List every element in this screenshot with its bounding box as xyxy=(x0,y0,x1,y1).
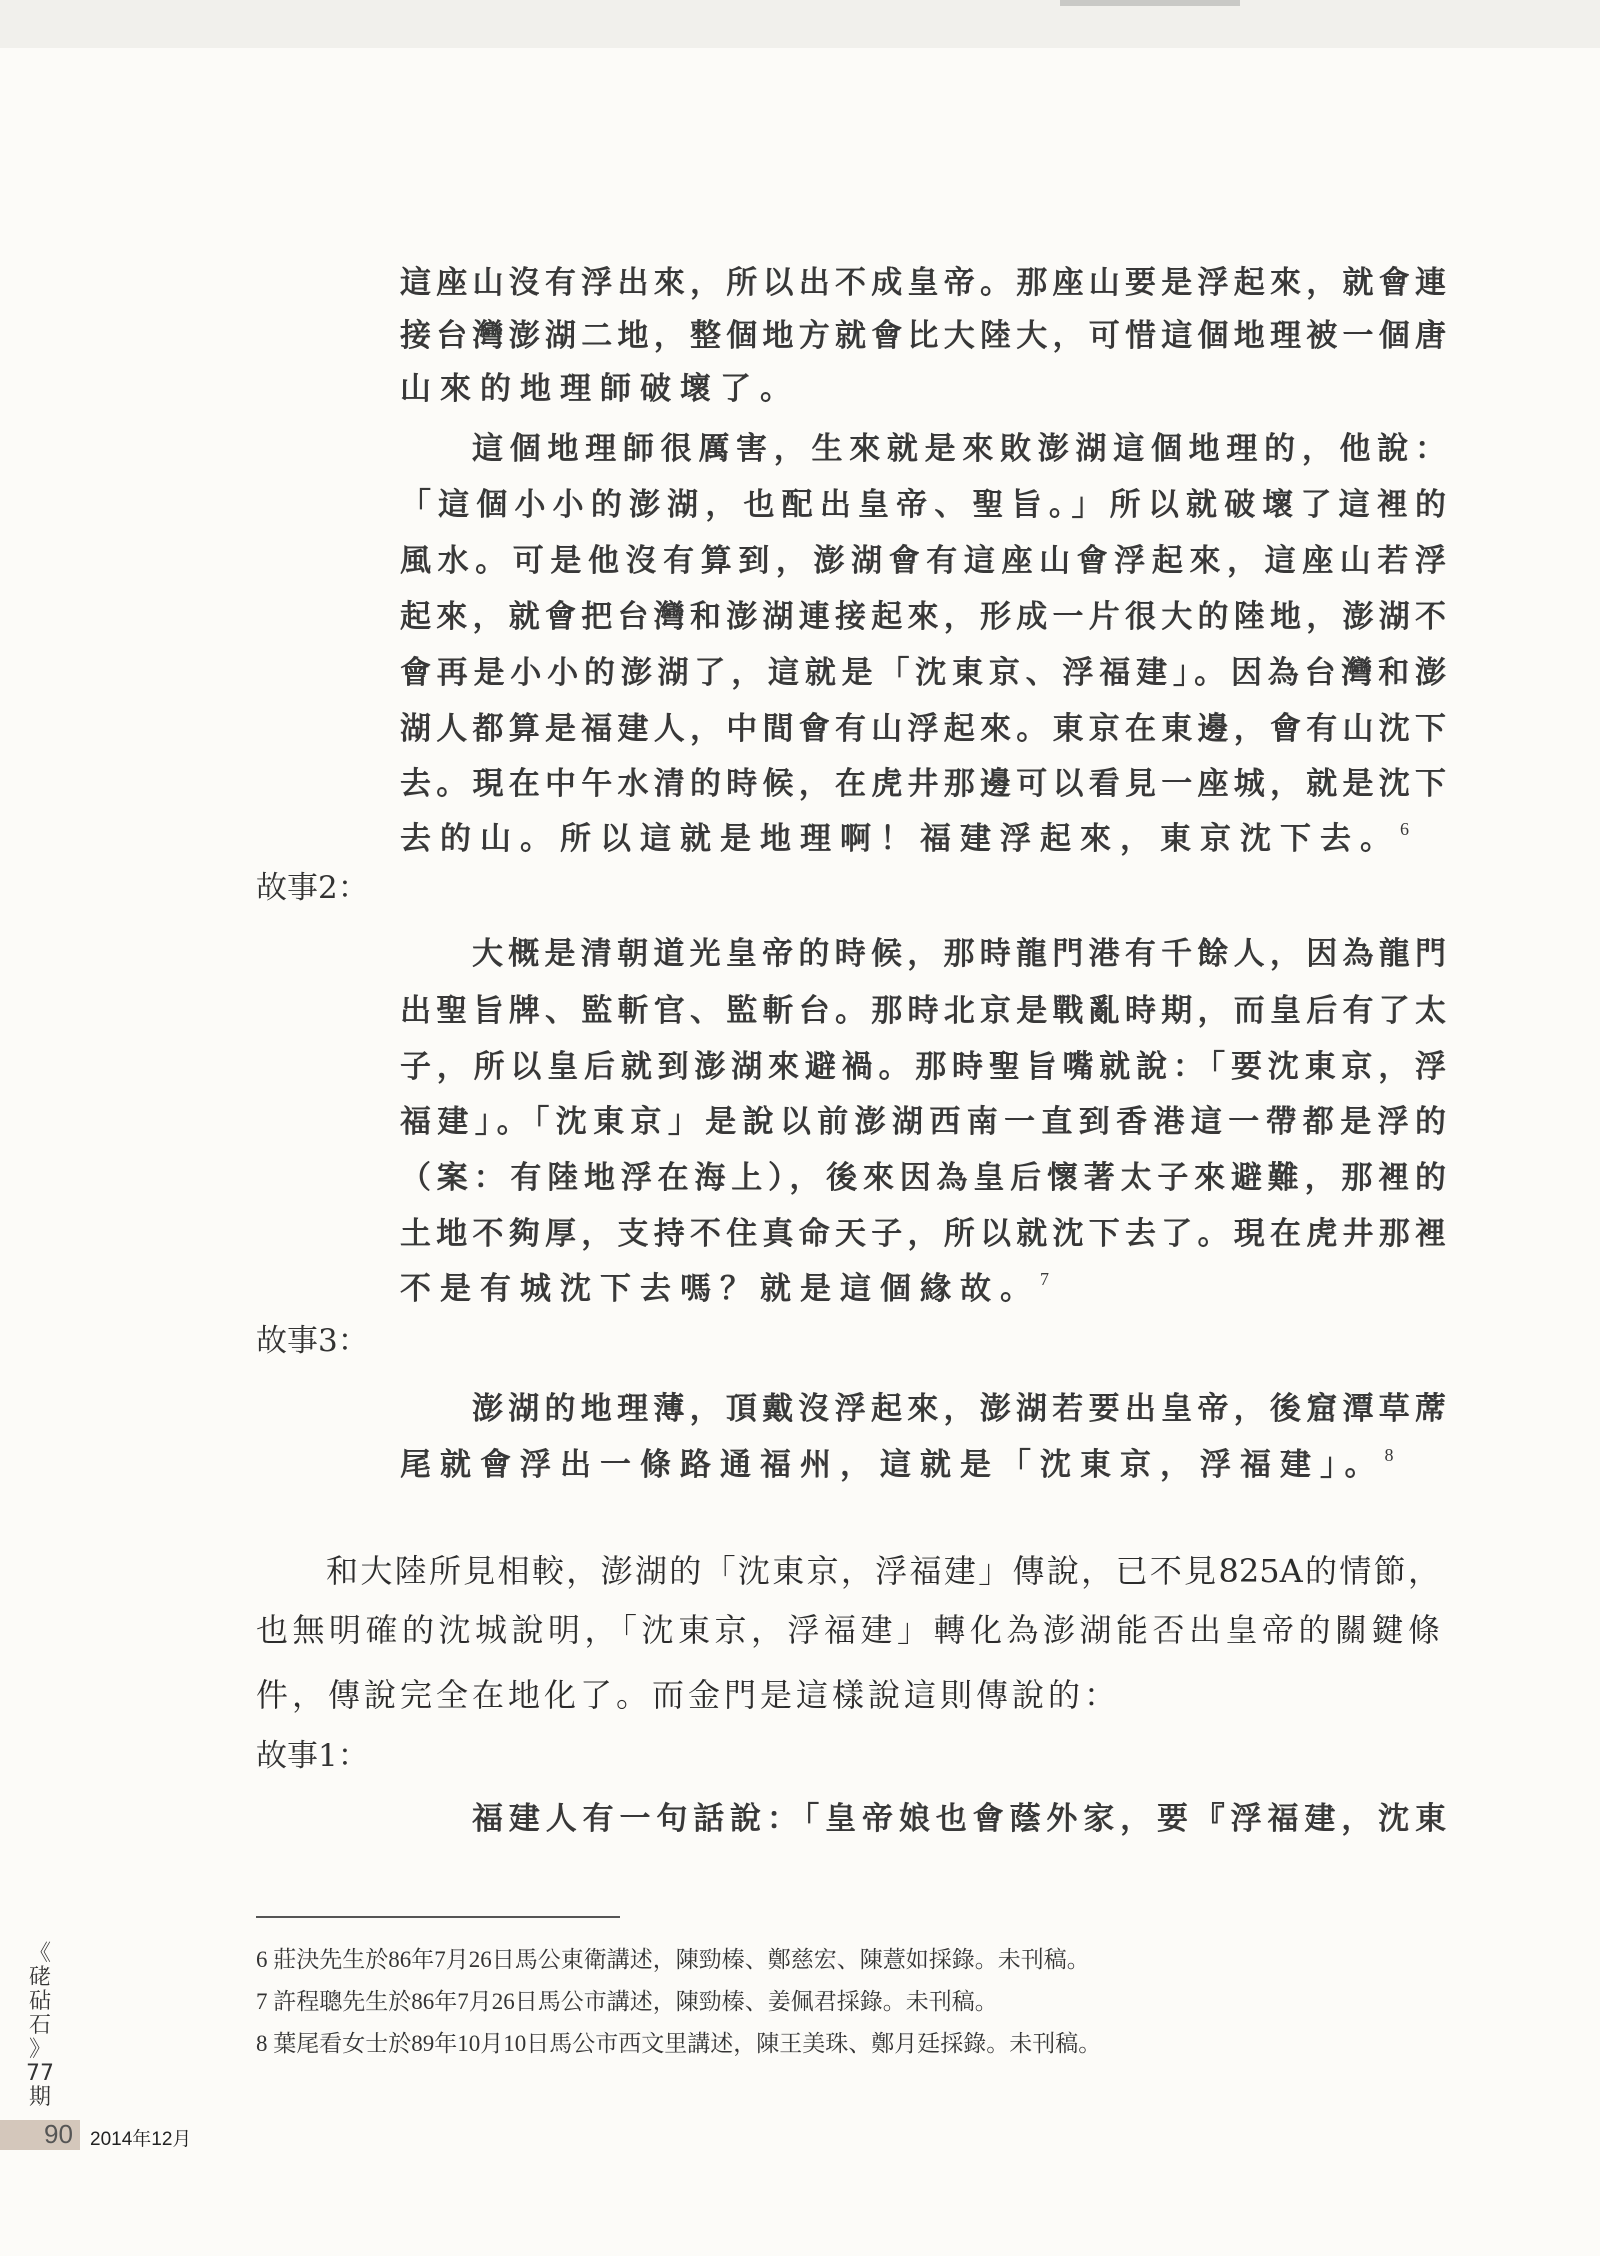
footnote-ref[interactable]: 6 xyxy=(1400,819,1409,839)
journal-char: 《 xyxy=(28,1941,51,1966)
quote-text: 尾就會浮出一條路通福州，這就是「沈東京，浮福建」。 xyxy=(400,1447,1385,1483)
footnote-ref[interactable]: 8 xyxy=(1384,1445,1394,1465)
journal-char: 石 xyxy=(28,2013,51,2038)
quote-line: 湖人都算是福建人，中間會有山浮起來。東京在東邊，會有山沈下 xyxy=(400,711,1446,747)
quote-line: 接台灣澎湖二地，整個地方就會比大陸大，可惜這個地理被一個唐 xyxy=(400,318,1446,354)
quote-line-last xyxy=(400,1440,1394,1490)
quote-line: 風水。可是他沒有算到，澎湖會有這座山會浮起來，這座山若浮 xyxy=(400,543,1446,579)
footnote-divider xyxy=(256,1916,620,1918)
quote-line: 這個地理師很厲害，生來就是來敗澎湖這個地理的，他說： xyxy=(472,431,1446,467)
quote-line: 起來，就會把台灣和澎湖連接起來，形成一片很大的陸地，澎湖不 xyxy=(400,599,1446,635)
footnote-7: 7 許程聰先生於86年7月26日馬公市講述，陳勁榛、姜佩君採錄。未刊稿。 xyxy=(256,1989,998,2014)
quote-line-last xyxy=(400,814,1409,864)
scan-top-mark xyxy=(1060,0,1240,6)
body-line: 也無明確的沈城說明，「沈東京，浮福建」轉化為澎湖能否出皇帝的關鍵條 xyxy=(256,1611,1440,1649)
quote-line: 這座山沒有浮出來，所以出不成皇帝。那座山要是浮起來，就會連 xyxy=(400,265,1446,301)
quote-line: 福建人有一句話說：「皇帝娘也會蔭外家，要『浮福建，沈東 xyxy=(472,1801,1446,1837)
quote-line: 會再是小小的澎湖了，這就是「沈東京、浮福建」。因為台灣和澎 xyxy=(400,655,1446,691)
journal-char: 》 xyxy=(28,2037,51,2062)
body-line: 和大陸所見相較，澎湖的「沈東京，浮福建」傳說，已不見825A的情節， xyxy=(326,1552,1440,1590)
quote-text: 去的山。所以這就是地理啊！福建浮起來，東京沈下去。 xyxy=(400,821,1400,857)
journal-char: 硓 xyxy=(28,1965,51,1990)
journal-char: 期 xyxy=(28,2085,51,2110)
quote-line: 去。現在中午水清的時候，在虎井那邊可以看見一座城，就是沈下 xyxy=(400,766,1446,802)
story3-label: 故事3： xyxy=(256,1323,369,1359)
quote-text: 不是有城沈下去嗎？就是這個緣故。 xyxy=(400,1271,1040,1307)
quote-line: 土地不夠厚，支持不住真命天子，所以就沈下去了。現在虎井那裡 xyxy=(400,1216,1446,1252)
scan-top-band xyxy=(0,0,1600,48)
quote-line: 「這個小小的澎湖，也配出皇帝、聖旨。」所以就破壞了這裡的 xyxy=(400,487,1446,523)
journal-char: 砧 xyxy=(28,1989,51,2014)
journal-char: 77 xyxy=(26,2061,54,2086)
quote-line: 澎湖的地理薄，頂戴沒浮起來，澎湖若要出皇帝，後窟潭草蓆 xyxy=(472,1391,1446,1427)
body-line: 件，傳說完全在地化了。而金門是這樣說這則傳說的： xyxy=(256,1676,1121,1714)
quote-line: 子，所以皇后就到澎湖來避禍。那時聖旨嘴就說：「要沈東京，浮 xyxy=(400,1049,1446,1085)
story2-label: 故事2： xyxy=(256,870,369,906)
page-number: 90 xyxy=(44,2119,73,2149)
story1-label: 故事1： xyxy=(256,1738,369,1774)
footnote-8: 8 葉尾看女士於89年10月10日馬公市西文里講述，陳王美珠、鄭月廷採錄。未刊稿。 xyxy=(256,2031,1102,2056)
footnote-ref[interactable]: 7 xyxy=(1040,1269,1049,1289)
quote-line: 福建」。「沈東京」是說以前澎湖西南一直到香港這一帶都是浮的 xyxy=(400,1104,1446,1140)
quote-line: 出聖旨牌、監斬官、監斬台。那時北京是戰亂時期，而皇后有了太 xyxy=(400,993,1446,1029)
issue-date: 2014年12月 xyxy=(90,2129,192,2150)
journal-title-vertical xyxy=(18,1942,62,2110)
quote-line-last xyxy=(400,1264,1049,1314)
quote-line: 大概是清朝道光皇帝的時候，那時龍門港有千餘人，因為龍門 xyxy=(472,936,1446,972)
quote-line: 山來的地理師破壞了。 xyxy=(400,371,800,407)
quote-line: （案：有陸地浮在海上），後來因為皇后懷著太子來避難，那裡的 xyxy=(400,1160,1446,1196)
footnote-6: 6 莊決先生於86年7月26日馬公東衛講述，陳勁榛、鄭慈宏、陳薏如採錄。未刊稿。 xyxy=(256,1947,1090,1972)
